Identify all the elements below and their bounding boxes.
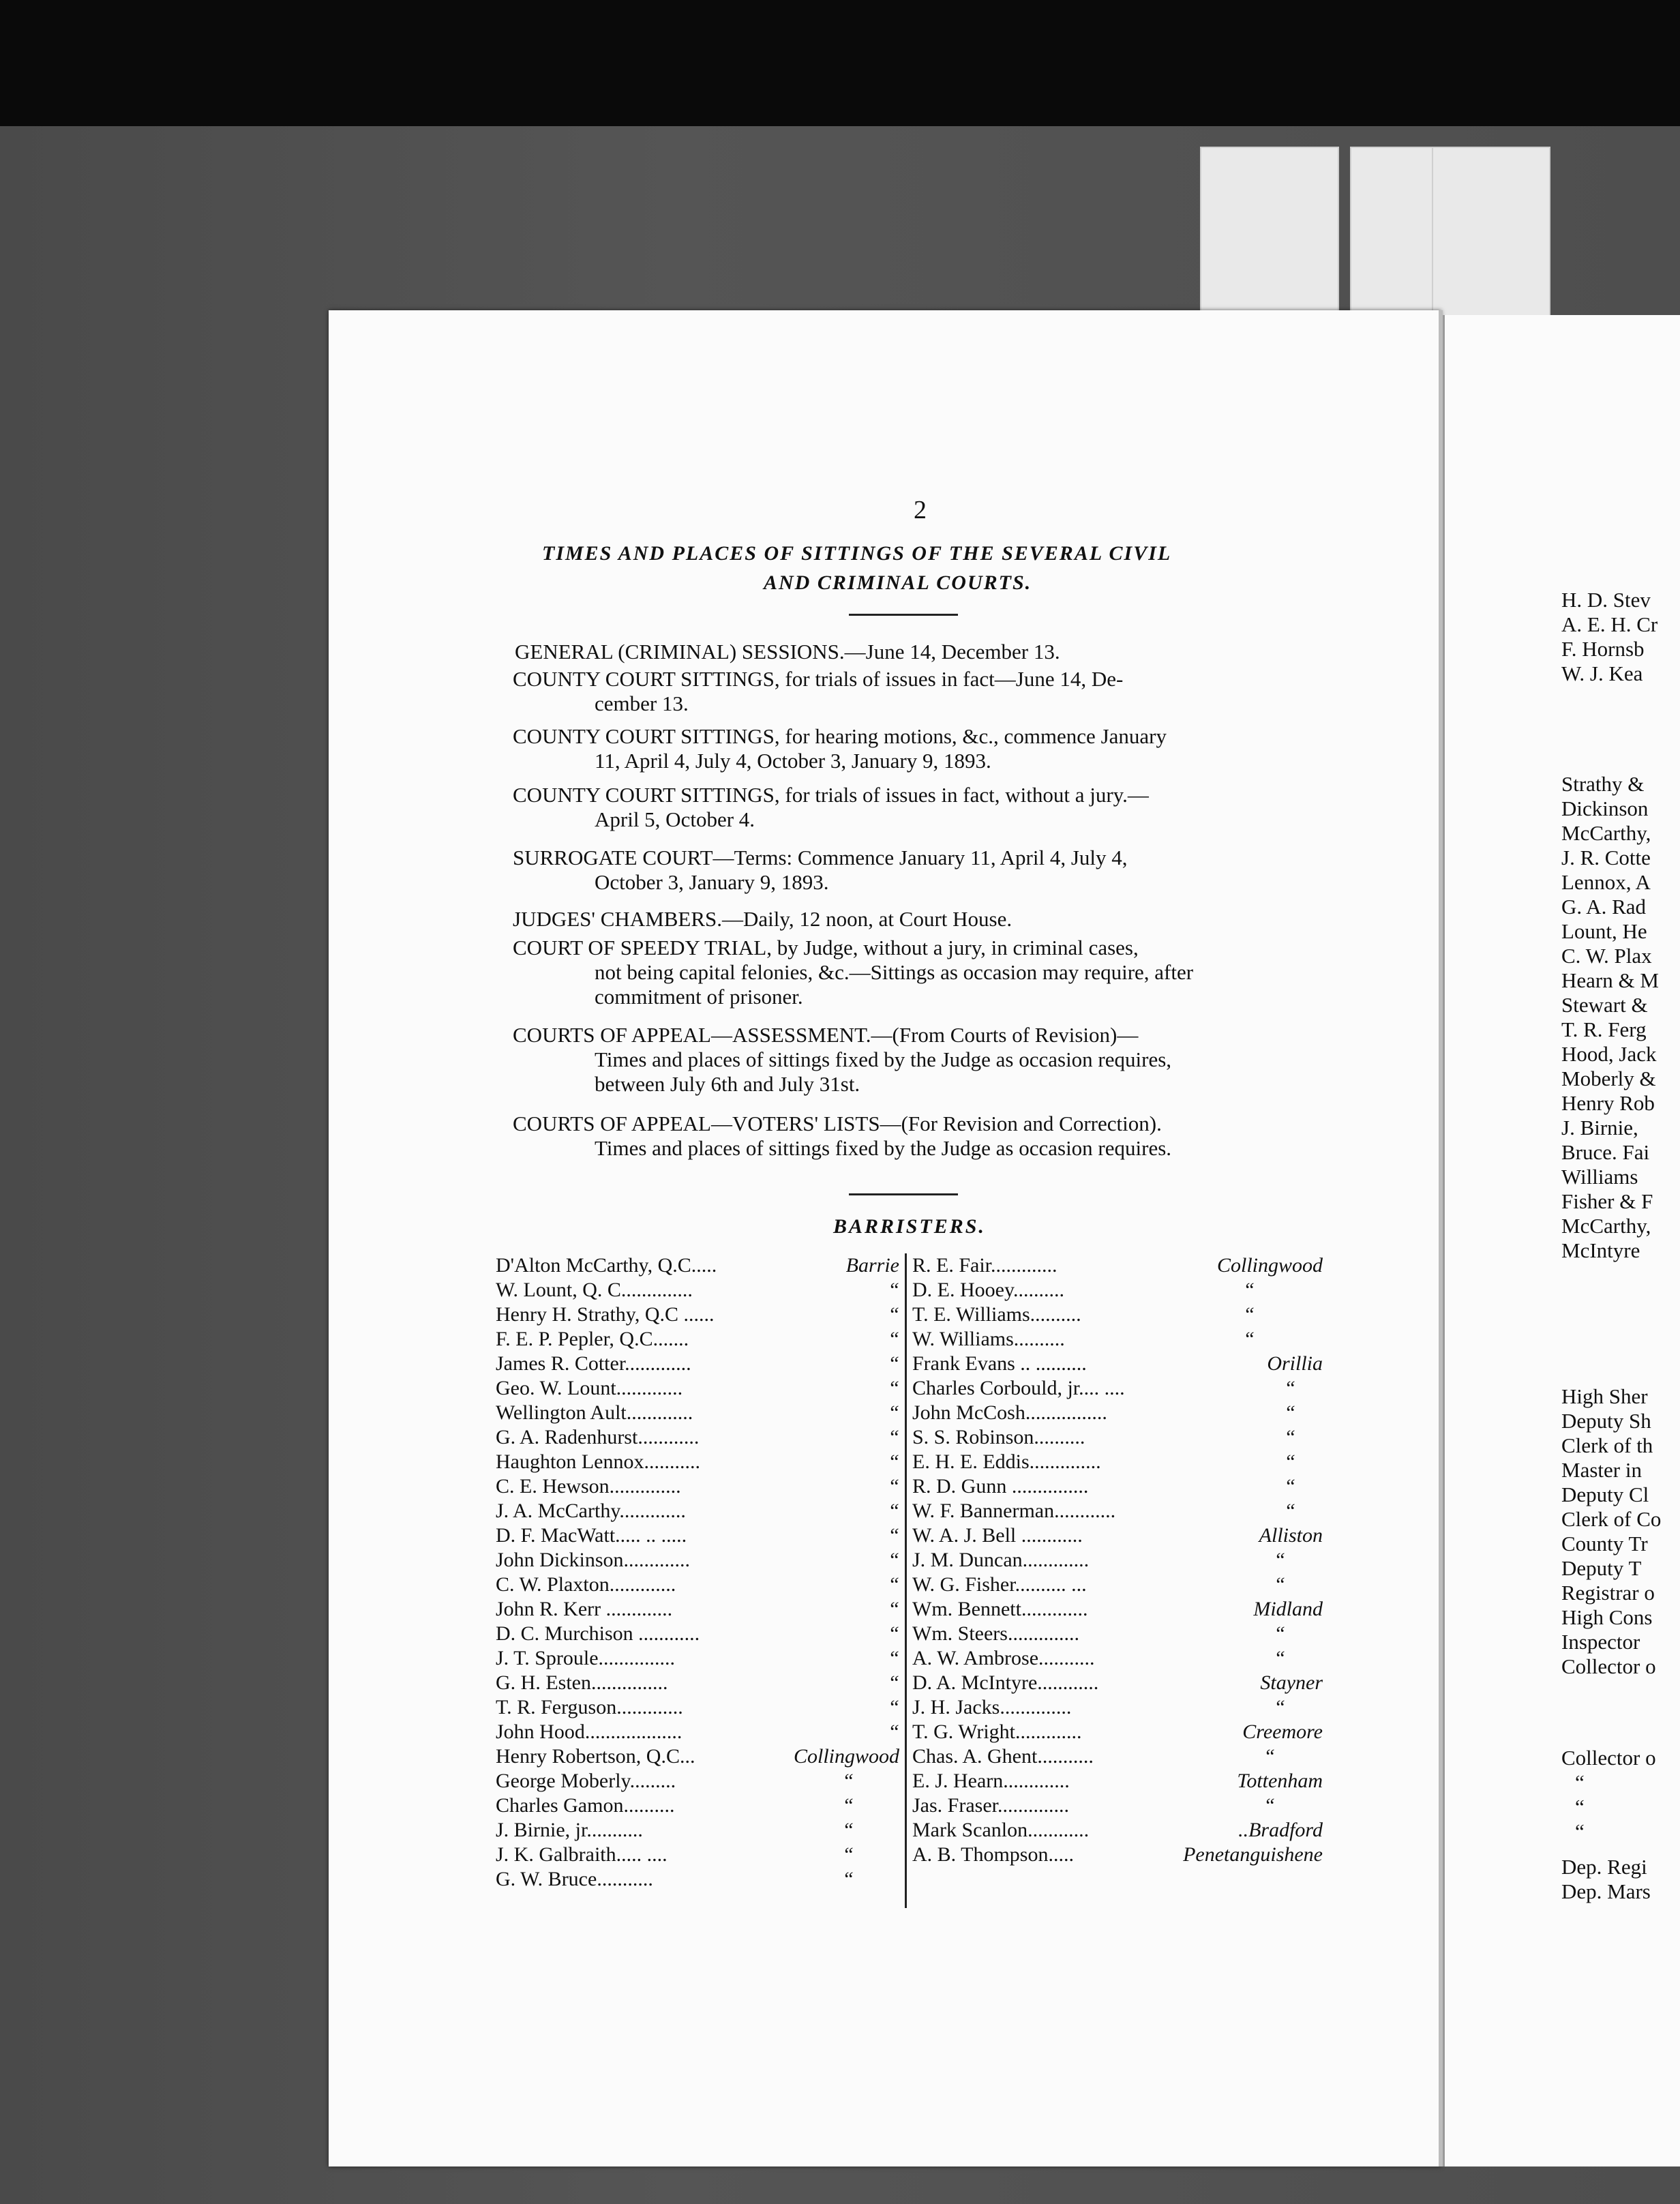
barrister-row: [496, 1720, 905, 1744]
barrister-name: W. A. J. Bell ............: [912, 1524, 1083, 1547]
barrister-row: [496, 1818, 905, 1843]
barristers-list-right: [912, 1253, 1323, 1867]
right-page-fragment: G. A. Rad: [1561, 895, 1646, 919]
barrister-name: C. E. Hewson..............: [496, 1475, 681, 1498]
barrister-place: “: [842, 1770, 854, 1792]
barrister-name: John Dickinson.............: [496, 1549, 690, 1571]
barrister-place: Collingwood: [793, 1745, 899, 1768]
right-page-fragment: J. Birnie,: [1561, 1116, 1638, 1140]
barrister-row: [496, 1622, 905, 1646]
right-page-fragment: Registrar o: [1561, 1581, 1655, 1605]
right-page-fragment: County Tr: [1561, 1532, 1648, 1555]
barrister-row: [496, 1793, 905, 1818]
right-page-fragment: McIntyre: [1561, 1238, 1640, 1262]
right-page-fragment-group: [1561, 1384, 1661, 1679]
barrister-row: [912, 1499, 1323, 1523]
right-page-fragment: “: [1575, 1819, 1585, 1843]
barrister-place: “: [1284, 1401, 1295, 1424]
barrister-row: [496, 1352, 905, 1376]
right-page-fragment: High Sher: [1561, 1384, 1648, 1408]
barrister-name: R. D. Gunn ...............: [912, 1475, 1089, 1498]
barrister-row: [496, 1474, 905, 1499]
sitting-line: GENERAL (CRIMINAL) SESSIONS.—June 14, December 13.: [515, 640, 1060, 664]
barrister-place: Stayner: [1260, 1671, 1323, 1694]
barrister-place: “: [888, 1549, 899, 1571]
barrister-row: [912, 1818, 1323, 1843]
barrister-place: “: [888, 1696, 899, 1718]
barrister-place: “: [1243, 1328, 1255, 1350]
barrister-place: “: [842, 1794, 854, 1817]
sitting-general-sessions: [515, 640, 1060, 664]
right-page-fragment: High Cons: [1561, 1605, 1653, 1629]
barrister-name: Jas. Fraser..............: [912, 1794, 1069, 1817]
barrister-place: “: [1274, 1622, 1285, 1645]
barrister-row: [912, 1646, 1323, 1671]
sitting-line: JUDGES' CHAMBERS.—Daily, 12 noon, at Court House.: [513, 907, 1012, 931]
right-page-fragment-group: [1561, 1746, 1656, 1844]
barrister-name: Wellington Ault.............: [496, 1401, 693, 1424]
barrister-name: F. E. P. Pepler, Q.C.......: [496, 1328, 689, 1350]
barrister-row: [496, 1646, 905, 1671]
sitting-county-court-issues: [513, 667, 1123, 716]
barrister-place: “: [1274, 1549, 1285, 1571]
right-page-fragment: Hood, Jack: [1561, 1042, 1657, 1066]
right-page-fragment: Fisher & F: [1561, 1189, 1653, 1213]
section-divider: [849, 1193, 958, 1195]
right-page-fragment: Dep. Regi: [1561, 1855, 1647, 1879]
right-page-fragment: Master in: [1561, 1458, 1642, 1482]
right-page-fragment: Henry Rob: [1561, 1091, 1655, 1115]
barrister-row: [912, 1695, 1323, 1720]
barrister-place: “: [888, 1426, 899, 1448]
right-page-fragment: Collector o: [1561, 1746, 1656, 1770]
barrister-place: “: [888, 1598, 899, 1620]
right-page-fragment: McCarthy,: [1561, 821, 1651, 845]
barrister-name: Wm. Steers..............: [912, 1622, 1079, 1645]
right-page-fragment: Williams: [1561, 1165, 1638, 1189]
right-page-fragment: Deputy T: [1561, 1556, 1642, 1580]
barrister-place: “: [842, 1819, 854, 1841]
barrister-row: [496, 1253, 905, 1278]
barrister-name: D. A. McIntyre............: [912, 1671, 1099, 1694]
barrister-row: [912, 1744, 1323, 1769]
barrister-name: D. E. Hooey..........: [912, 1279, 1065, 1301]
barrister-row: [496, 1302, 905, 1327]
barrister-place: “: [888, 1450, 899, 1473]
barrister-place: Alliston: [1259, 1524, 1323, 1547]
barrister-name: George Moberly.........: [496, 1770, 676, 1792]
sitting-judges-chambers: [513, 907, 1012, 932]
barrister-place: “: [888, 1475, 899, 1498]
barrister-row: [912, 1302, 1323, 1327]
barrister-place: “: [1284, 1377, 1295, 1399]
barrister-place: “: [888, 1377, 899, 1399]
barrister-name: J. T. Sproule...............: [496, 1647, 676, 1669]
barrister-name: J. H. Jacks..............: [912, 1696, 1072, 1718]
sitting-appeal-voters-lists: [513, 1112, 1171, 1161]
binding-tape: [1200, 147, 1339, 323]
right-page-fragment: Dickinson: [1561, 796, 1649, 820]
barrister-place: Barrie: [845, 1254, 899, 1277]
barrister-place: “: [1263, 1745, 1275, 1768]
right-page-fragment: “: [1575, 1770, 1585, 1794]
barrister-name: Chas. A. Ghent...........: [912, 1745, 1094, 1768]
binding-tape: [1350, 147, 1435, 323]
barristers-heading: BARRISTERS.: [833, 1215, 986, 1238]
barrister-place: “: [888, 1622, 899, 1645]
barrister-row: [912, 1376, 1323, 1401]
barrister-name: G. A. Radenhurst............: [496, 1426, 700, 1448]
right-page-fragment: Clerk of th: [1561, 1433, 1653, 1457]
barrister-name: W. F. Bannerman............: [912, 1500, 1116, 1522]
barrister-name: Charles Corbould, jr.... ....: [912, 1377, 1125, 1399]
sitting-line: April 5, October 4.: [595, 807, 755, 831]
barrister-row: [496, 1671, 905, 1695]
barrister-place: “: [888, 1279, 899, 1301]
barrister-row: [912, 1352, 1323, 1376]
barrister-name: John McCosh................: [912, 1401, 1107, 1424]
barrister-place: Orillia: [1267, 1352, 1323, 1375]
barrister-row: [912, 1523, 1323, 1548]
right-page-fragment: Inspector: [1561, 1630, 1640, 1654]
barrister-row: [496, 1499, 905, 1523]
barrister-place: “: [888, 1500, 899, 1522]
right-page-fragment: F. Hornsb: [1561, 637, 1645, 661]
barrister-place: “: [1284, 1475, 1295, 1498]
barrister-place: “: [888, 1647, 899, 1669]
right-page-fragment-group: [1561, 588, 1657, 686]
sitting-surrogate-court: [513, 846, 1128, 895]
barrister-row: [912, 1278, 1323, 1302]
sitting-line: commitment of prisoner.: [595, 985, 803, 1009]
barrister-name: R. E. Fair.............: [912, 1254, 1058, 1277]
barrister-place: Creemore: [1242, 1721, 1323, 1743]
barrister-row: [496, 1769, 905, 1793]
barrister-place: “: [1284, 1450, 1295, 1473]
right-page-fragment: Lennox, A: [1561, 870, 1651, 894]
binding-tape: [1432, 147, 1550, 323]
barrister-row: [912, 1573, 1323, 1597]
barrister-place: “: [1274, 1573, 1285, 1596]
barrister-row: [496, 1401, 905, 1425]
barrister-row: [912, 1327, 1323, 1352]
right-page-fragment: Lount, He: [1561, 919, 1647, 943]
sitting-line: COURTS OF APPEAL—VOTERS' LISTS—(For Revision and Correction).: [513, 1112, 1162, 1135]
barrister-place: “: [1274, 1647, 1285, 1669]
sitting-line: cember 13.: [595, 691, 689, 715]
right-page-fragment: A. E. H. Cr: [1561, 612, 1658, 636]
barrister-place: “: [888, 1671, 899, 1694]
barrister-place: “: [842, 1843, 854, 1866]
barrister-row: [496, 1843, 905, 1867]
sitting-line: COURT OF SPEEDY TRIAL, by Judge, without a jury, in criminal cases,: [513, 936, 1139, 959]
sitting-line: COUNTY COURT SITTINGS, for trials of issues in fact, without a jury.—: [513, 783, 1149, 807]
barrister-place: Collingwood: [1216, 1254, 1323, 1277]
right-page-fragment: Bruce. Fai: [1561, 1140, 1650, 1164]
barrister-name: G. H. Esten...............: [496, 1671, 668, 1694]
barrister-row: [912, 1597, 1323, 1622]
barrister-row: [496, 1376, 905, 1401]
barrister-name: W. Lount, Q. C..............: [496, 1279, 693, 1301]
barrister-row: [912, 1425, 1323, 1450]
page-number: 2: [914, 496, 927, 524]
barrister-name: T. E. Williams..........: [912, 1303, 1081, 1326]
sitting-line: Times and places of sittings fixed by the Judge as occasion requires.: [595, 1136, 1172, 1160]
right-page-fragment: Deputy Sh: [1561, 1409, 1651, 1433]
sitting-line: Times and places of sittings fixed by the Judge as occasion requires,: [595, 1047, 1172, 1071]
barrister-place: ..Bradford: [1238, 1819, 1323, 1841]
barrister-place: “: [888, 1401, 899, 1424]
barrister-place: “: [1263, 1794, 1275, 1817]
barrister-row: [912, 1769, 1323, 1793]
barrister-place: “: [888, 1352, 899, 1375]
sitting-line: COUNTY COURT SITTINGS, for hearing motions, &c., commence January: [513, 724, 1167, 748]
barrister-place: “: [842, 1868, 854, 1890]
barrister-row: [912, 1474, 1323, 1499]
barrister-name: A. B. Thompson.....: [912, 1843, 1074, 1866]
barrister-name: D. C. Murchison ............: [496, 1622, 700, 1645]
right-page-fragment: Collector o: [1561, 1654, 1656, 1678]
barrister-row: [496, 1425, 905, 1450]
scan-top-margin: [0, 0, 1680, 126]
barrister-place: “: [888, 1573, 899, 1596]
barrister-row: [496, 1573, 905, 1597]
barrister-name: Henry H. Strathy, Q.C ......: [496, 1303, 715, 1326]
barrister-place: “: [1274, 1696, 1285, 1718]
sitting-line: between July 6th and July 31st.: [595, 1072, 860, 1096]
barrister-place: “: [888, 1721, 899, 1743]
barrister-row: [496, 1523, 905, 1548]
right-page-fragment: Strathy &: [1561, 772, 1645, 796]
barrister-place: “: [888, 1524, 899, 1547]
sitting-line: not being capital felonies, &c.—Sittings as occasion may require, after: [595, 960, 1194, 984]
barrister-place: “: [888, 1328, 899, 1350]
right-page-fragment-group: [1561, 772, 1659, 1263]
right-page-fragment: “: [1575, 1795, 1585, 1819]
barrister-row: [496, 1867, 905, 1892]
barrister-row: [912, 1253, 1323, 1278]
barrister-name: John R. Kerr .............: [496, 1598, 673, 1620]
barrister-row: [496, 1450, 905, 1474]
right-page-fragment: Deputy Cl: [1561, 1483, 1649, 1506]
sitting-line: COURTS OF APPEAL—ASSESSMENT.—(From Courts of Revision)—: [513, 1023, 1139, 1047]
barrister-name: Haughton Lennox...........: [496, 1450, 700, 1473]
title-divider: [849, 614, 958, 616]
sitting-line: 11, April 4, July 4, October 3, January 9, 1893.: [595, 749, 991, 773]
right-page-fragment: J. R. Cotte: [1561, 846, 1651, 869]
right-page-fragment: McCarthy,: [1561, 1214, 1651, 1238]
barrister-row: [912, 1793, 1323, 1818]
barrister-row: [496, 1597, 905, 1622]
right-page-fragment: Stewart &: [1561, 993, 1648, 1017]
barrister-row: [912, 1671, 1323, 1695]
sitting-county-court-motions: [513, 724, 1167, 773]
barrister-row: [496, 1548, 905, 1573]
right-page-fragment: C. W. Plax: [1561, 944, 1652, 968]
right-page-fragment: Dep. Mars: [1561, 1879, 1651, 1903]
right-page-fragment: Moberly &: [1561, 1067, 1656, 1090]
sitting-speedy-trial: [513, 936, 1193, 1009]
right-page-fragment: Hearn & M: [1561, 968, 1659, 992]
right-page-fragment: Clerk of Co: [1561, 1507, 1662, 1531]
barrister-name: Charles Gamon..........: [496, 1794, 675, 1817]
barrister-name: Mark Scanlon............: [912, 1819, 1090, 1841]
barrister-name: Wm. Bennett.............: [912, 1598, 1088, 1620]
barristers-list-left: [496, 1253, 905, 1892]
barrister-name: J. M. Duncan.............: [912, 1549, 1090, 1571]
barrister-name: Frank Evans .. ..........: [912, 1352, 1087, 1375]
page-title-line-2: AND CRIMINAL COURTS.: [764, 571, 1032, 594]
barrister-name: W. G. Fisher.......... ...: [912, 1573, 1087, 1596]
barrister-place: “: [1284, 1500, 1295, 1522]
barrister-name: C. W. Plaxton.............: [496, 1573, 676, 1596]
page-title-line-1: TIMES AND PLACES OF SITTINGS OF THE SEVERAL CIVIL: [542, 542, 1172, 565]
barrister-place: “: [1243, 1279, 1255, 1301]
right-page-fragment: T. R. Ferg: [1561, 1017, 1647, 1041]
sitting-line: October 3, January 9, 1893.: [595, 870, 829, 894]
sitting-line: COUNTY COURT SITTINGS, for trials of issues in fact—June 14, De-: [513, 667, 1124, 691]
barrister-name: J. Birnie, jr...........: [496, 1819, 643, 1841]
barrister-name: John Hood...................: [496, 1721, 682, 1743]
column-divider: [905, 1253, 907, 1908]
barrister-name: G. W. Bruce...........: [496, 1868, 653, 1890]
right-page-fragment-group: [1561, 1855, 1651, 1904]
barrister-row: [496, 1278, 905, 1302]
barrister-place: Tottenham: [1237, 1770, 1323, 1792]
barrister-row: [912, 1622, 1323, 1646]
barrister-name: A. W. Ambrose...........: [912, 1647, 1095, 1669]
barrister-name: James R. Cotter.............: [496, 1352, 691, 1375]
barrister-row: [496, 1744, 905, 1769]
barrister-name: S. S. Robinson..........: [912, 1426, 1085, 1448]
barrister-row: [496, 1695, 905, 1720]
right-page-fragment: W. J. Kea: [1561, 661, 1643, 685]
barrister-row: [912, 1843, 1323, 1867]
barrister-place: “: [1243, 1303, 1255, 1326]
barrister-row: [912, 1401, 1323, 1425]
barrister-row: [912, 1720, 1323, 1744]
barrister-place: “: [1284, 1426, 1295, 1448]
barrister-name: W. Williams..........: [912, 1328, 1065, 1350]
barrister-name: J. K. Galbraith..... ....: [496, 1843, 668, 1866]
barrister-name: T. G. Wright.............: [912, 1721, 1082, 1743]
right-page-fragment: H. D. Stev: [1561, 588, 1651, 612]
barrister-place: “: [888, 1303, 899, 1326]
sitting-appeal-assessment: [513, 1023, 1171, 1097]
barrister-row: [912, 1450, 1323, 1474]
barrister-name: Geo. W. Lount.............: [496, 1377, 683, 1399]
sitting-county-court-without-jury: [513, 783, 1149, 832]
sitting-line: SURROGATE COURT—Terms: Commence January 11, April 4, July 4,: [513, 846, 1128, 869]
barrister-place: Penetanguishene: [1183, 1843, 1323, 1866]
barrister-name: D'Alton McCarthy, Q.C.....: [496, 1254, 717, 1277]
barrister-name: J. A. McCarthy.............: [496, 1500, 686, 1522]
barrister-name: Henry Robertson, Q.C...: [496, 1745, 695, 1768]
barrister-name: D. F. MacWatt..... .. .....: [496, 1524, 687, 1547]
barrister-name: E. J. Hearn.............: [912, 1770, 1070, 1792]
barrister-row: [496, 1327, 905, 1352]
barrister-row: [912, 1548, 1323, 1573]
barrister-place: Midland: [1253, 1598, 1323, 1620]
barrister-name: T. R. Ferguson.............: [496, 1696, 683, 1718]
barrister-name: E. H. E. Eddis..............: [912, 1450, 1101, 1473]
